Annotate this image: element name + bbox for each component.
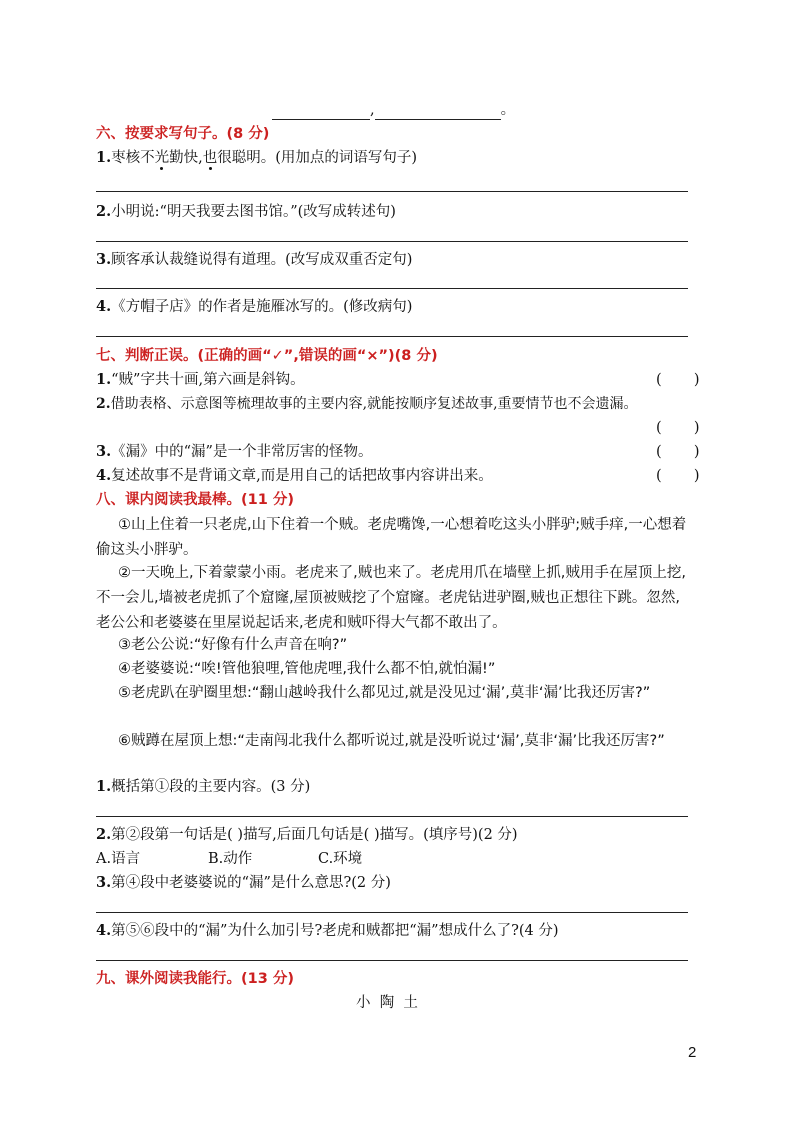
question-7-1: 1.“贼”字共十画,第六画是斜钩。 (96, 371, 305, 388)
answer-line[interactable] (96, 816, 688, 817)
top-fill-line (272, 100, 515, 120)
answer-paren[interactable]: ( ) (656, 444, 700, 460)
section-8-title: 八、课内阅读我最棒。(11 分) (96, 492, 294, 508)
answer-line[interactable] (96, 241, 688, 242)
answer-line[interactable] (96, 960, 688, 961)
question-number: 1. (96, 149, 112, 166)
separator: , (370, 102, 375, 118)
option-c: C.环境 (318, 851, 363, 867)
option-b: B.动作 (208, 851, 253, 867)
answer-blank[interactable] (375, 105, 501, 120)
question-7-3: 3.《漏》中的“漏”是一个非常厉害的怪物。 (96, 443, 373, 460)
reading-paragraph-2: ②一天晚上,下着蒙蒙小雨。老虎来了,贼也来了。老虎用爪在墙壁上抓,贼用手在屋顶上挖,不一会儿,墙被老虎抓了个窟窿,屋顶被贼挖了个窟窿。老虎钻进驴圈,贼也正想往下跳。忽然,老公公和老婆婆在里屋说起话来,老虎和贼吓得大气都不敢出了。 (96, 565, 686, 631)
dotted-char: 光 (154, 150, 170, 166)
period: 。 (500, 102, 516, 118)
reading-paragraph-3: ③老公公说:“好像有什么声音在响?” (118, 637, 348, 653)
question-6-1: 1.枣核不光勤快,也很聪明。(用加点的词语写句子) (96, 149, 418, 166)
answer-paren[interactable]: ( ) (656, 468, 700, 484)
question-6-4: 4.《方帽子店》的作者是施雁冰写的。(修改病句) (96, 298, 413, 315)
answer-line[interactable] (96, 288, 688, 289)
question-8-3: 3.第④段中老婆婆说的“漏”是什么意思?(2 分) (96, 874, 391, 891)
answer-paren[interactable]: ( ) (656, 372, 700, 388)
answer-line[interactable] (96, 336, 688, 337)
question-7-2: 2.借助表格、示意图等梳理故事的主要内容,就能按顺序复述故事,重要情节也不会遗漏。 (96, 396, 638, 412)
question-6-3: 3.顾客承认裁缝说得有道理。(改写成双重否定句) (96, 251, 413, 268)
question-6-2: 2.小明说:“明天我要去图书馆。”(改写成转述句) (96, 203, 396, 220)
reading-paragraph-5: ⑤老虎趴在驴圈里想:“翻山越岭我什么都见过,就是没见过‘漏’,莫非‘漏’比我还厉害?” (118, 685, 651, 701)
question-7-4: 4.复述故事不是背诵文章,而是用自己的话把故事内容讲出来。 (96, 467, 493, 484)
reading-paragraph-4: ④老婆婆说:“唉!管他狼哩,管他虎哩,我什么都不怕,就怕漏!” (118, 661, 496, 677)
section-6-title: 六、按要求写句子。(8 分) (96, 126, 270, 142)
reading-paragraph-6: ⑥贼蹲在屋顶上想:“走南闯北我什么都听说过,就是没听说过‘漏’,莫非‘漏’比我还厉害?” (118, 733, 665, 749)
dotted-char: 也 (202, 150, 218, 166)
question-8-2: 2.第②段第一句话是( )描写,后面几句话是( )描写。(填序号)(2 分) (96, 826, 518, 843)
answer-line[interactable] (96, 912, 688, 913)
question-8-1: 1.概括第①段的主要内容。(3 分) (96, 778, 311, 795)
option-a: A.语言 (96, 851, 141, 867)
answer-line[interactable] (96, 191, 688, 192)
answer-paren[interactable]: ( ) (656, 420, 700, 436)
answer-blank[interactable] (272, 105, 370, 120)
page-number: 2 (688, 1044, 697, 1061)
question-8-4: 4.第⑤⑥段中的“漏”为什么加引号?老虎和贼都把“漏”想成什么了?(4 分) (96, 922, 559, 939)
reading-paragraph-1: ①山上住着一只老虎,山下住着一个贼。老虎嘴馋,一心想着吃这头小胖驴;贼手痒,一心想着偷这头小胖驴。 (96, 517, 687, 558)
story-title: 小 陶 土 (356, 995, 418, 1011)
section-7-title: 七、判断正误。(正确的画“✓”,错误的画“×”)(8 分) (96, 348, 438, 364)
section-9-title: 九、课外阅读我能行。(13 分) (96, 971, 294, 987)
